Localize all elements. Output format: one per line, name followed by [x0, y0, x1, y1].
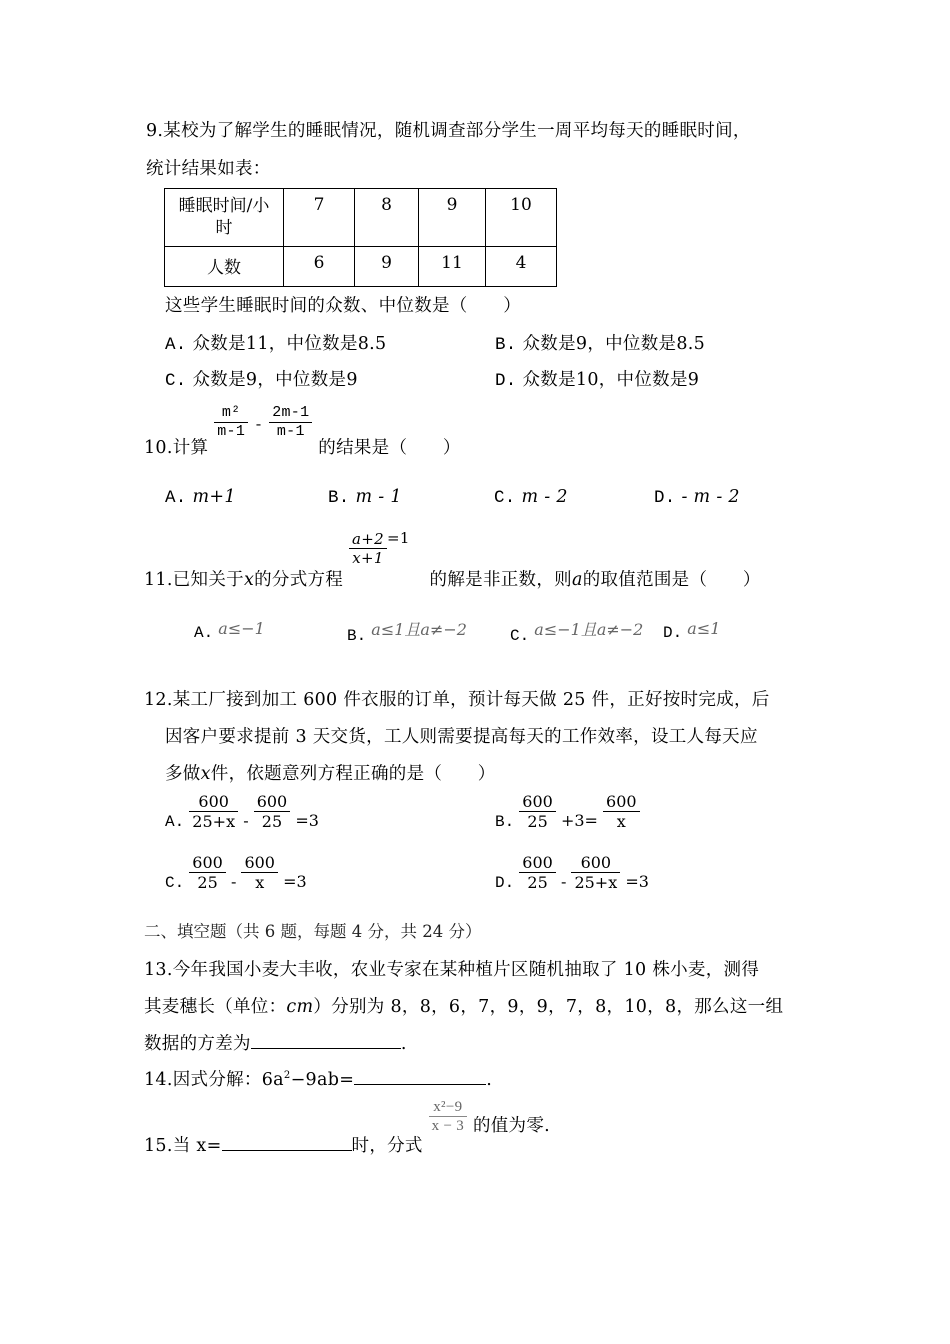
option-text: m - 2	[521, 487, 568, 507]
q11-option-d[interactable]	[663, 619, 721, 642]
option-label: C.	[165, 874, 185, 893]
q13-line2-pre: 其麦穗长（单位：	[144, 997, 287, 1017]
q12-var-x: x	[200, 764, 211, 784]
q9-option-a[interactable]	[165, 330, 386, 355]
table-hour-cell: 9	[419, 189, 486, 247]
q15-middle: 时，分式	[351, 1136, 423, 1156]
option-label: D.	[495, 371, 517, 391]
table-count-label: 人数	[165, 247, 284, 287]
q11-stem	[144, 529, 761, 590]
q11-prefix: 11.已知关于	[144, 570, 244, 590]
q13-line3: 数据的方差为	[144, 1034, 251, 1054]
q13-line2-post: ）分别为 8，8，6，7，9，9，7，8，10，8，那么这一组	[313, 997, 784, 1017]
q13-period: .	[400, 1034, 407, 1054]
table-header-cell	[165, 189, 284, 247]
q14-exponent: 2	[283, 1070, 291, 1082]
sleep-time-table	[164, 188, 557, 287]
option-label: C.	[165, 371, 187, 391]
operator: -	[560, 872, 567, 892]
q10-option-d[interactable]	[654, 487, 740, 508]
q12-stem-line3	[165, 760, 496, 785]
option-text: 众数是9，中位数是8.5	[522, 334, 706, 354]
q11-var-a: a	[571, 570, 583, 590]
q9-option-c[interactable]	[165, 366, 358, 391]
option-label: D.	[663, 624, 683, 642]
fraction-1: $\frac{600}{25}$	[189, 853, 226, 892]
q10-fraction-2: $\frac{2m-1}{m-1}$	[269, 404, 312, 441]
q12-option-b[interactable]	[495, 792, 640, 831]
q9-option-d[interactable]	[495, 366, 699, 391]
option-label: D.	[654, 488, 676, 508]
q10-prefix: 10.计算	[144, 438, 209, 458]
q15-prefix: 15.当 x=	[144, 1136, 222, 1156]
q11-var-x: x	[243, 570, 255, 590]
q13-answer-blank[interactable]	[251, 1030, 401, 1049]
option-text: 众数是11，中位数是8.5	[192, 334, 387, 354]
q14-answer-blank[interactable]	[354, 1066, 486, 1085]
q11-middle: 的分式方程	[254, 570, 344, 590]
q11-option-a[interactable]	[194, 619, 265, 642]
q15-suffix: 的值为零.	[472, 1116, 551, 1136]
table-hour-cell: 10	[486, 189, 557, 247]
fraction-2: $\frac{600}{x}$	[241, 853, 278, 892]
q14-expr: −9ab=	[290, 1070, 355, 1090]
table-count-cell: 11	[419, 247, 486, 287]
option-text: m - 1	[355, 487, 402, 507]
q15-answer-blank[interactable]	[222, 1132, 352, 1151]
option-label: B.	[347, 627, 367, 645]
fraction-2: $\frac{600}{25+x}$	[571, 853, 620, 892]
table-hour-cell: 8	[355, 189, 419, 247]
q11-option-c[interactable]	[510, 622, 643, 645]
option-label: C.	[510, 627, 530, 645]
operator: +3=	[560, 811, 598, 831]
option-label: A.	[165, 488, 187, 508]
option-label: A.	[194, 624, 214, 642]
option-text: a≤−1	[218, 619, 265, 638]
rhs: =3	[283, 872, 307, 892]
rhs: =3	[295, 811, 319, 831]
q9-option-b[interactable]	[495, 330, 705, 355]
q13-stem-line2	[144, 993, 783, 1018]
q12-line3-post: 件，依题意列方程正确的是（ ）	[210, 764, 496, 784]
option-text: a≤−1且a≠−2	[534, 620, 644, 639]
fraction-2: $\frac{600}{25}$	[254, 792, 291, 831]
q9-question: 这些学生睡眠时间的众数、中位数是（ ）	[165, 296, 521, 316]
operator: -	[243, 811, 249, 831]
option-text: 众数是9，中位数是9	[192, 370, 358, 390]
fraction-1: $\frac{600}{25}$	[519, 853, 556, 892]
q10-fraction-1: $\frac{\text{m²}}{m-1}$	[214, 404, 248, 441]
option-text: - m - 2	[681, 487, 740, 507]
table-hour-cell: 7	[284, 189, 355, 247]
q9-stem-line1: 9.某校为了解学生的睡眠情况，随机调查部分学生一周平均每天的睡眠时间，	[146, 121, 751, 141]
operator: -	[230, 872, 237, 892]
q13-stem-line1: 13.今年我国小麦大丰收，农业专家在某种植片区随机抽取了 10 株小麦，测得	[144, 960, 760, 980]
option-label: A.	[165, 813, 185, 832]
table-count-cell: 9	[355, 247, 419, 287]
q9-stem-line2: 统计结果如表：	[146, 159, 271, 179]
q12-option-c[interactable]	[165, 853, 307, 892]
q13-unit: cm	[286, 997, 314, 1017]
fraction-1: $\frac{600}{25+x}$	[189, 792, 238, 831]
q15-fraction: $\frac{\text{x²−9}}{x - 3}$	[429, 1098, 467, 1135]
section-fill-in-title: 二、填空题（共 6 题，每题 4 分，共 24 分）	[144, 922, 482, 941]
q13-stem-line3	[144, 1030, 407, 1055]
q12-stem-line2: 因客户要求提前 3 天交货，工人则需要提高每天的工作效率，设工人每天应	[165, 727, 758, 747]
option-text: a≤1且a≠−2	[371, 620, 467, 639]
option-label: D.	[495, 874, 515, 893]
option-label: B.	[495, 335, 517, 355]
header-label-line2: 时	[215, 218, 233, 238]
q11-option-b[interactable]	[347, 622, 467, 645]
option-label: B.	[495, 813, 515, 832]
q12-line3-pre: 多做	[165, 764, 201, 784]
q10-minus: -	[254, 417, 264, 434]
option-label: A.	[165, 335, 187, 355]
q14-prefix: 14.因式分解：6a	[144, 1070, 284, 1090]
fraction-1: $\frac{600}{25}$	[519, 792, 556, 831]
q10-option-c[interactable]	[494, 487, 568, 508]
header-label-line1: 睡眠时间/小	[178, 196, 270, 216]
q14-period: .	[486, 1070, 493, 1090]
rhs: =3	[625, 872, 649, 892]
q10-option-b[interactable]	[328, 487, 402, 508]
option-label: B.	[328, 488, 350, 508]
table-count-cell: 6	[284, 247, 355, 287]
q10-suffix: 的结果是（ ）	[318, 438, 461, 458]
q12-stem-line1: 12.某工厂接到加工 600 件衣服的订单，预计每天做 25 件，正好按时完成，后	[144, 690, 770, 710]
q10-stem	[144, 400, 461, 458]
q11-suffix1: 的解是非正数，则	[429, 570, 572, 590]
q12-option-a[interactable]	[165, 792, 319, 831]
option-label: C.	[494, 488, 516, 508]
q11-equation-rhs: =1	[386, 529, 410, 547]
fraction-2: $\frac{600}{x}$	[603, 792, 640, 831]
option-text: 众数是10，中位数是9	[522, 370, 700, 390]
option-text: a≤1	[687, 619, 721, 638]
q10-option-a[interactable]	[165, 487, 236, 508]
option-text: m+1	[192, 487, 236, 507]
q14-stem	[144, 1066, 492, 1091]
table-count-cell: 4	[486, 247, 557, 287]
q12-option-d[interactable]	[495, 853, 649, 892]
q11-suffix2: 的取值范围是（ ）	[582, 570, 761, 590]
q15-stem	[144, 1098, 551, 1156]
q11-equation-fraction: $\frac{a+2}{x+1}$	[349, 530, 387, 567]
